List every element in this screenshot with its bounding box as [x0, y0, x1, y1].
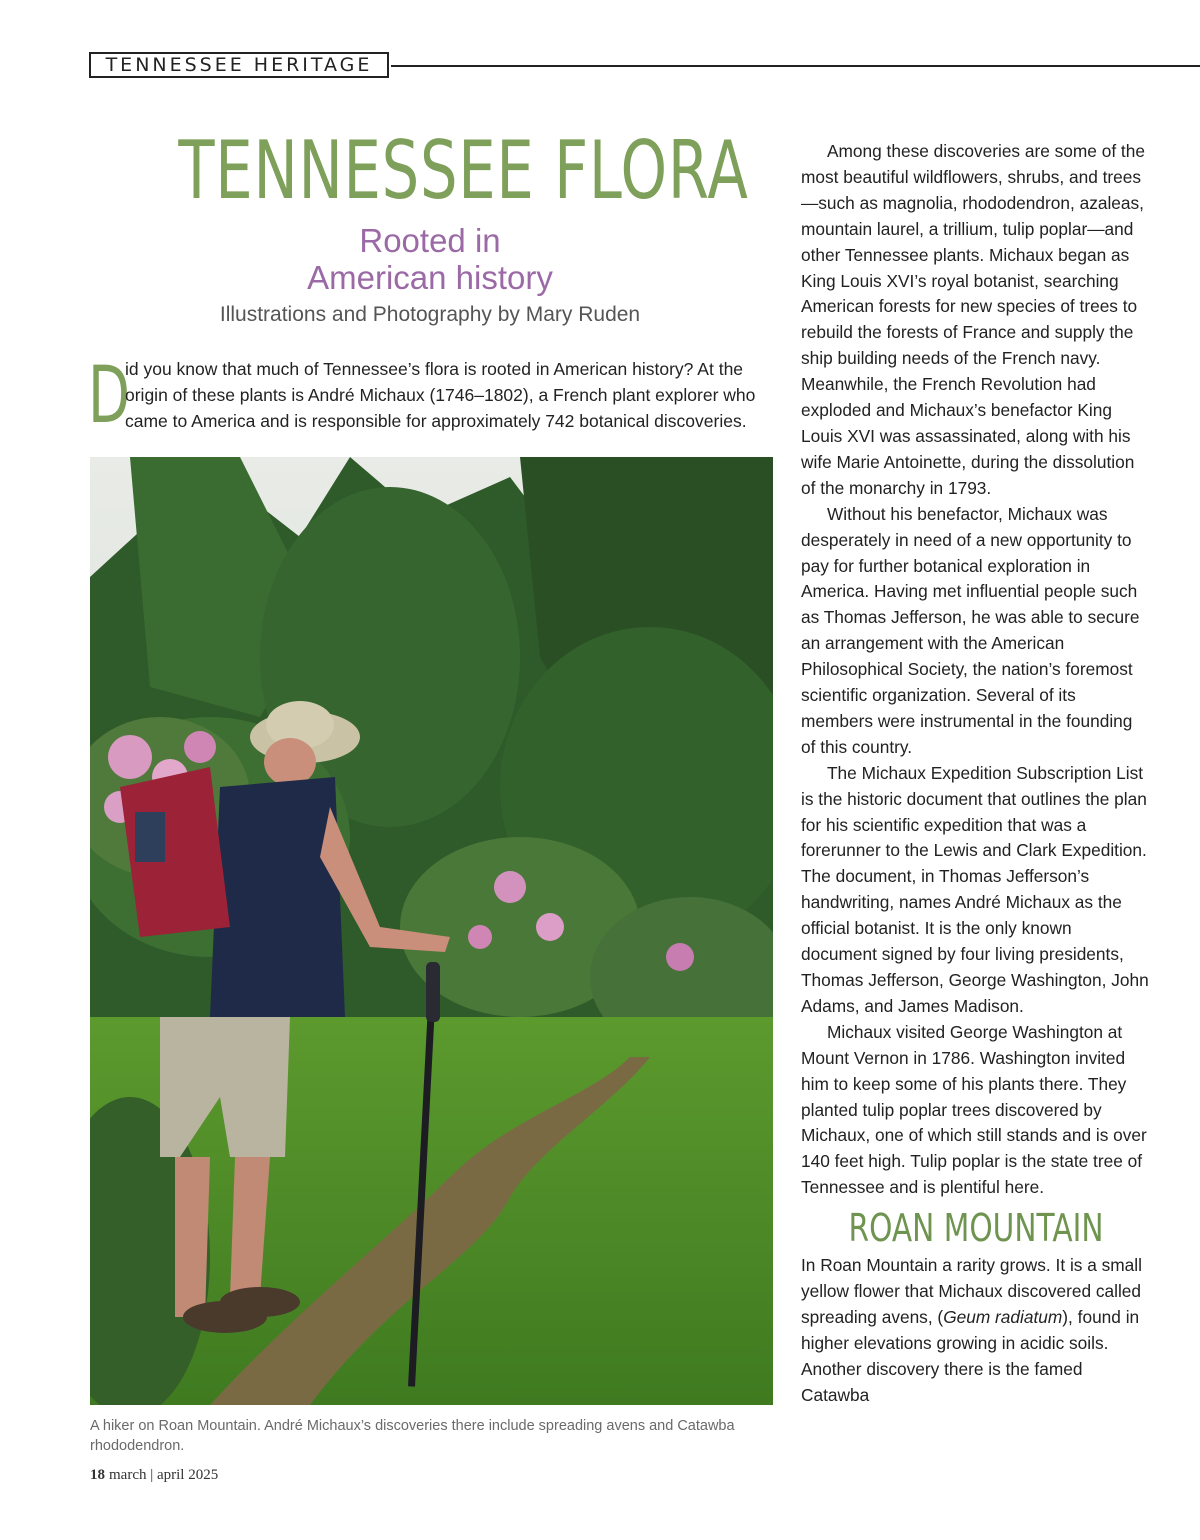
section-tag: TENNESSEE HERITAGE: [89, 52, 389, 78]
paragraph-5-italic: Geum radiatum: [943, 1306, 1063, 1327]
hiker-photo: [90, 457, 773, 1405]
paragraph-5-text-b: ), found in higher elevations growing in acidic soils. Another discovery there is the famed Catawba: [801, 1306, 1140, 1405]
subtitle-line-1: Rooted in: [359, 222, 501, 259]
paragraph-2: Without his benefactor, Michaux was desperately in need of a new opportunity to pay for further botanical exploration in America. Having met influential people such as Thomas Jefferson, he was able to secure an arrangement with the American Philosophical Society, the nation’s foremost scientific organization. Several of its members were instrumental in the founding of this country.: [801, 503, 1140, 757]
subtitle-line-2: American history: [307, 259, 553, 296]
photo-caption: A hiker on Roan Mountain. André Michaux’s discoveries there include spreading avens and Catawba rhododendron.: [90, 1418, 735, 1454]
issue-date: march | april 2025: [109, 1467, 219, 1483]
paragraph-5-text-a: In Roan Mountain a rarity grows. It is a small yellow flower that Michaux discovered called spreading avens, (: [801, 1255, 1142, 1327]
article-title: TENNESSEE FLORA: [178, 124, 749, 217]
page-number: 18: [90, 1467, 105, 1483]
paragraph-5: [801, 1253, 1151, 1408]
article-subtitle: [230, 222, 630, 296]
paragraph-3: The Michaux Expedition Subscription List is the historic document that outlines the plan for his scientific expedition that was a forerunner to the Lewis and Clark Expedition. The document, in Thomas Jefferson’s handwriting, names André Michaux as the official botanist. It is the only known document signed by four living presidents, Thomas Jefferson, George Washington, John Adams, and James Madison.: [801, 762, 1149, 1016]
hiker-photo-illustration: [90, 457, 773, 1405]
intro-paragraph: id you know that much of Tennessee’s flora is rooted in American history? At the origin of these plants is André Michaux (1746–1802), a French plant explorer who came to America and is responsible for approximately 742 botanical discoveries.: [125, 359, 756, 431]
byline: Illustrations and Photography by Mary Ruden: [219, 303, 641, 326]
paragraph-4: Michaux visited George Washington at Mount Vernon in 1786. Washington invited him to keep some of his plants there. They planted tulip poplar trees discovered by Michaux, one of which still stands and is over 140 feet high. Tulip poplar is the state tree of Tennessee and is plentiful here.: [801, 1021, 1147, 1198]
drop-cap: D: [88, 351, 131, 441]
section-rule: [391, 65, 1200, 67]
subhead-roan-mountain: ROAN MOUNTAIN: [848, 1206, 1104, 1251]
page-folio: [90, 1467, 218, 1484]
shirt: [210, 777, 345, 1017]
right-column: [801, 139, 1151, 1409]
paragraph-1: Among these discoveries are some of the most beautiful wildflowers, shrubs, and trees—such as magnolia, rhododendron, azaleas, mountain laurel, a trillium, tulip poplar—and other Tennessee plants. Michaux began as King Louis XVI’s royal botanist, searching American forests for new species of trees to rebuild the forests of France and supply the ship building needs of the French navy. Meanwhile, the French Revolution had exploded and Michaux’s benefactor King Louis XVI was assassinated, along with his wife Marie Antoinette, during the dissolution of the monarchy in 1793.: [801, 141, 1145, 498]
